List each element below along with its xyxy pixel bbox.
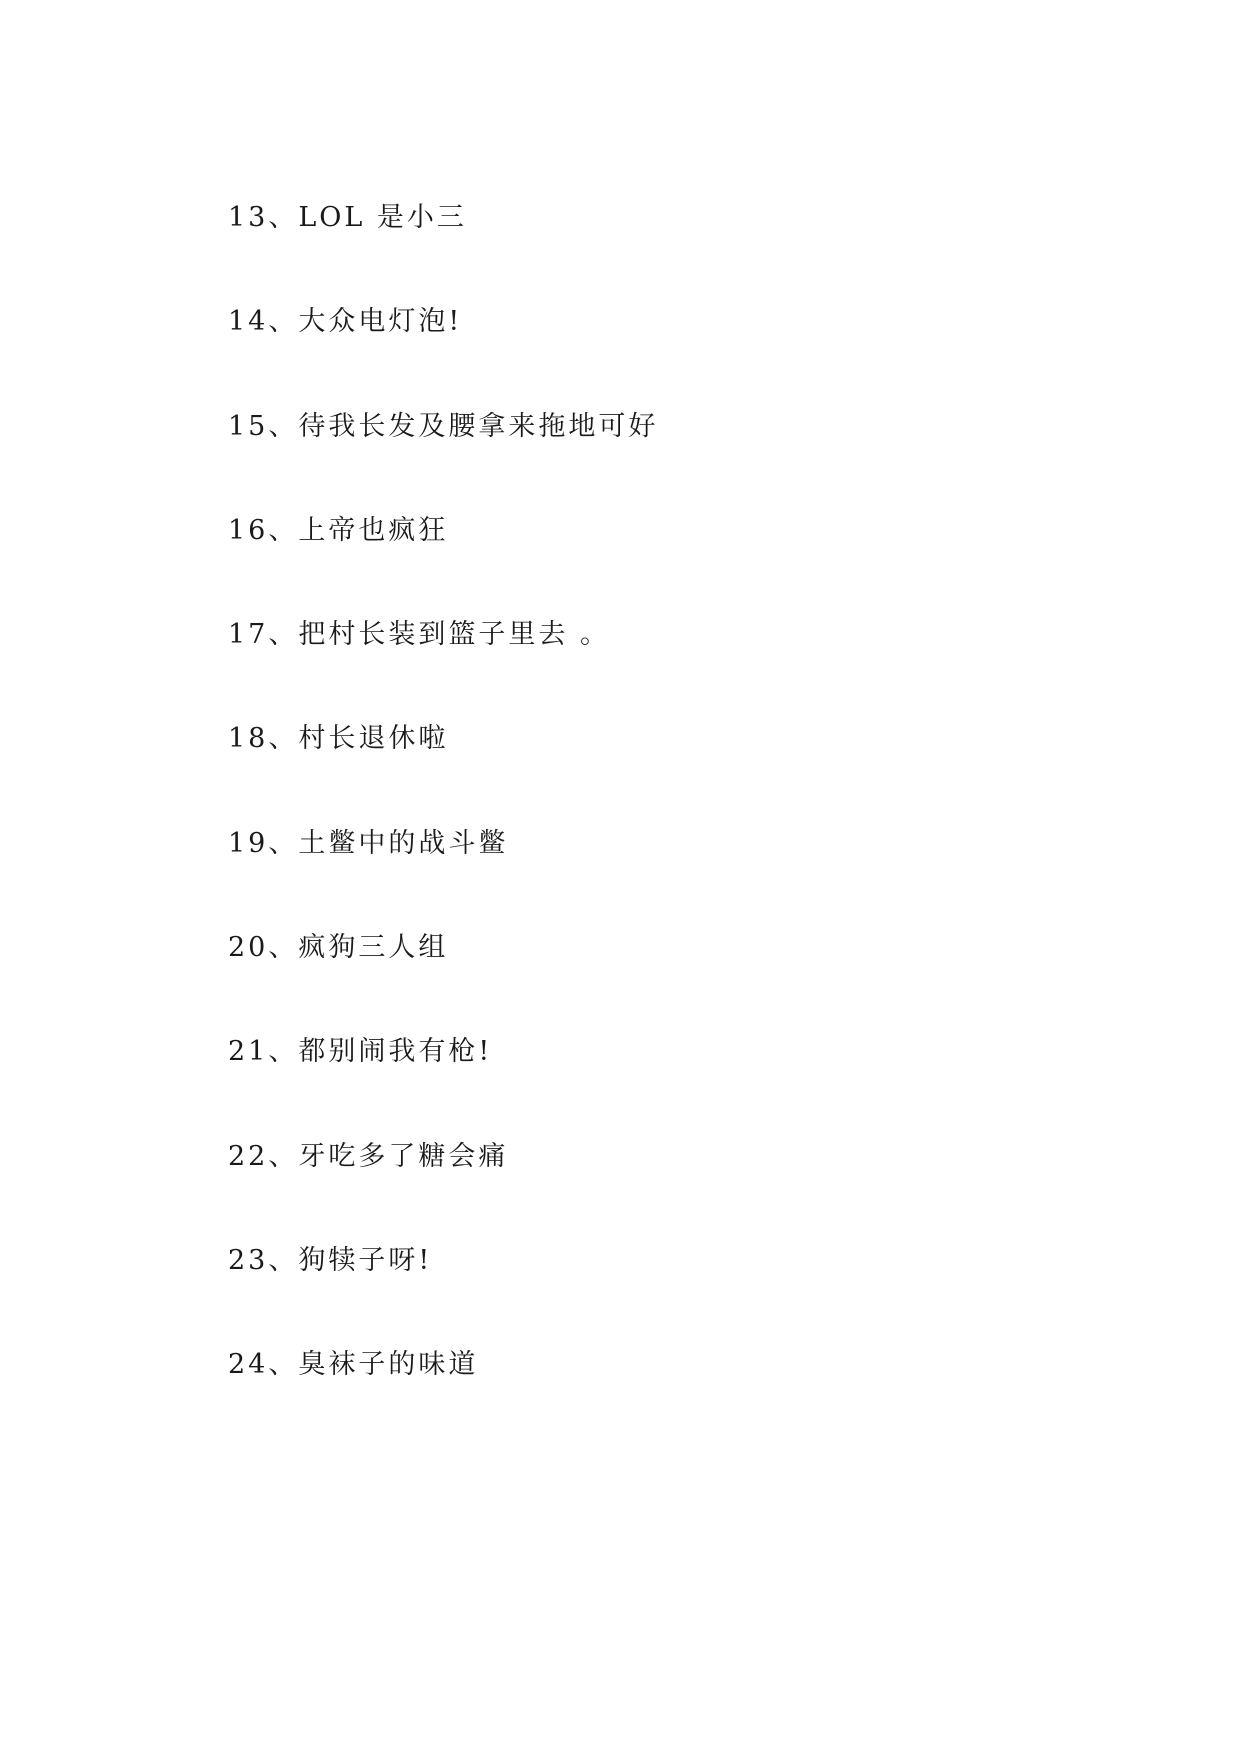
list-item: 22、牙吃多了糖会痛 [228, 1140, 509, 1172]
list-item: 17、把村长装到篮子里去 。 [228, 619, 610, 651]
list-item: 20、疯狗三人组 [228, 932, 449, 964]
list-item: 24、臭袜子的味道 [228, 1349, 479, 1381]
list-item: 23、狗犊子呀! [228, 1244, 433, 1276]
list-item: 21、都别闹我有枪! [228, 1036, 493, 1068]
list-item: 14、大众电灯泡! [228, 306, 463, 338]
list-item: 18、村长退休啦 [228, 723, 449, 755]
list-item: 15、待我长发及腰拿来拖地可好 [228, 410, 659, 442]
list-item: 16、上帝也疯狂 [228, 514, 449, 546]
numbered-list [228, 196, 658, 1448]
list-item: 13、LOL 是小三 [228, 202, 467, 233]
list-item: 19、土鳖中的战斗鳖 [228, 827, 509, 859]
